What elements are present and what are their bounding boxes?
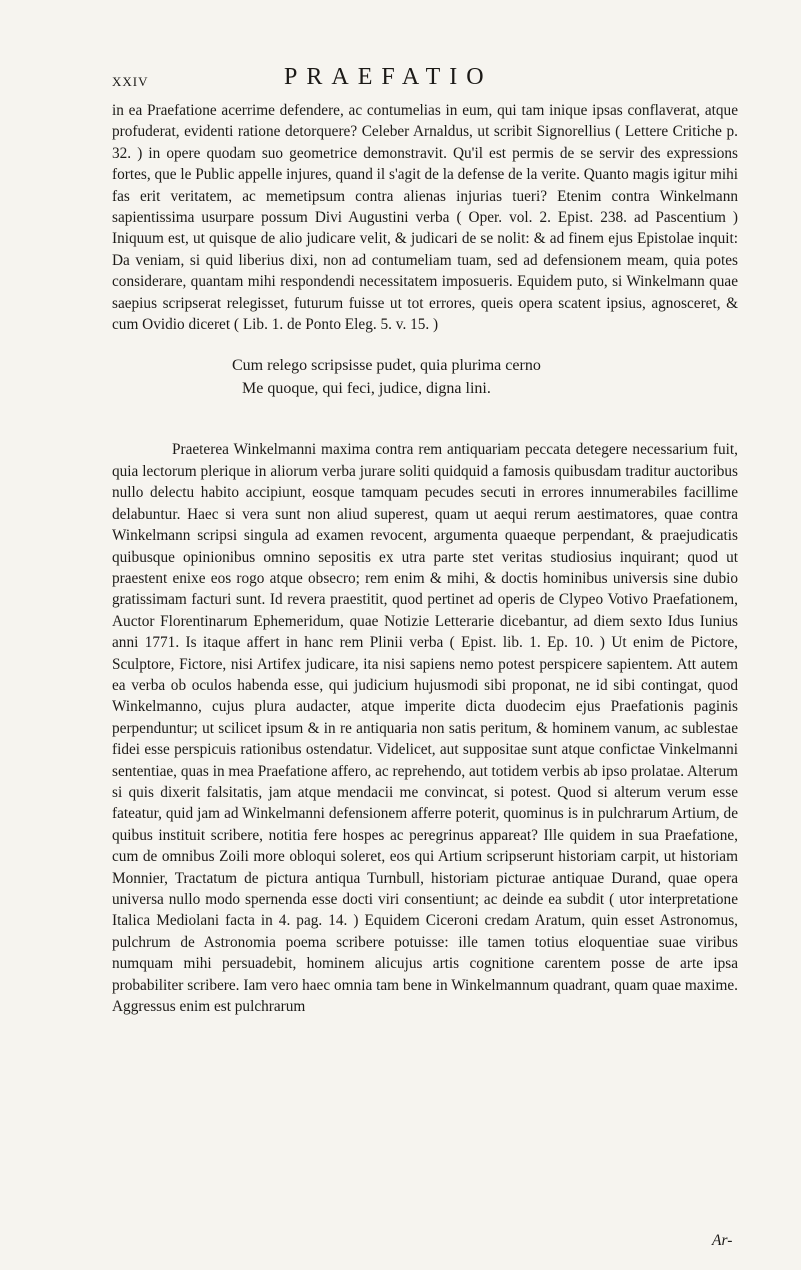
catchword: Ar-	[712, 1232, 733, 1249]
paragraph-2: Praeterea Winkelmanni maxima contra rem antiquariam peccata detegere necessarium fuit, quia lectorum plerique in aliorum verba jurare soliti quidquid a famosis quibusdam traditur auctoribus nullo delectu habito accipiunt, eosque tamquam pecudes secuti in errores innumerabiles facillime delabuntur. Haec si vera sunt non aliud superest, quam ut aequi rerum aestimatores, quae contra Winkelmann scripsi singula ad examen revocent, argumenta quaeque perpendant, & praejudicatis quibusque opinionibus omnino sepositis ex utra parte stet veritas studiosius inquirant; quod ut praestent enixe eos rogo atque obsecro; rem enim & mihi, & doctis hominibus universis sine dubio gratissimam facturi sunt. Id revera praestitit, quod pertinet ad operis de Clypeo Votivo Praefationem, Auctor Florentinarum Ephemeridum, quae Notizie Letterarie dicebantur, ad diem sexto Idus Iunius anni 1771. Is itaque affert in hanc rem Plinii verba ( Epist. lib. 1. Ep. 10. ) Ut enim de Pictore, Sculptore, Fictore, nisi Artifex judicare, ita nisi sapiens nemo potest perspicere sapientem. Att autem ea verba ob oculos habenda esse, qui judicium hujusmodi sibi proponat, ne id sibi contingat, quod Winkelmanno, cujus plura audacter, atque imperite dicta duodecim ejus Praefationis paginis perpenduntur; ut scilicet ipsum & in re antiquaria non satis peritum, & hominem vanum, ac sublestae fidei esse perspicuis rationibus ostendatur. Videlicet, aut suppositae sunt atque confictae Vinkelmanni sententiae, quas in mea Praefatione affero, ac reprehendo, aut totidem verbis ab ipso prolatae. Alterum si quis dixerit falsitatis, jam atque mendacii me convincat, si potest. Quod si alterum verum esse fateatur, quid jam ad Winkelmanni defensionem afferre poterit, quominus is in pulchrarum Artium, de quibus instituit scribere, notitia fere hospes ac peregrinus appareat? Ille quidem in sua Praefatione, cum de omnibus Zoili more obloqui soleret, eos qui Artium scripserunt historiam carpit, ut historiam Monnier, Tractatum de pictura antiqua Turnbull, historiam picturae antiquae Durand, quae opera universa nullo modo spernenda esse docti viri consentiunt; ac deinde ea subdit ( utor interpretatione Italica Mediolani facta in 4. pag. 14. ) Equidem Ciceroni credam Aratum, quin esset Astronomus, pulchrum de Astronomia poema scribere potuisse: ille tamen totius eloquentiae suae viribus numquam mihi persuadebit, hominem alicujus artis cognitione carentem posse de arte ipsa probabiliter scribere. Iam vero haec omnia tam bene in Winkelmannum quadrant, quam quae maxime. Aggressus enim est pulchrarum	[112, 441, 738, 1016]
verse-line-1: Cum relego scripsisse pudet, quia plurima cerno	[232, 357, 541, 375]
verse-quotation	[112, 354, 738, 400]
page-body	[112, 100, 738, 1017]
page-header	[112, 64, 738, 94]
running-title: PRAEFATIO	[284, 64, 493, 90]
verse-line-2: Me quoque, qui feci, judice, digna lini.	[242, 380, 491, 398]
paragraph-1: in ea Praefatione acerrime defendere, ac contumelias in eum, qui tam inique ipsas conflaverat, atque profuderat, evidenti ratione detorquere? Celeber Arnaldus, ut scribit Signorellius ( Lettere Critiche p. 32. ) in opere quodam suo geometrice demonstravit. Qu'il est permis de se servir des expressions fortes, que le Public appelle injures, quand il s'agit de la defense de la verite. Quanto magis igitur mihi fas erit veritatem, ac memetipsum contra alienas injurias tueri? Etenim contra Winkelmann sapientissima usurpare possum Divi Augustini verba ( Oper. vol. 2. Epist. 238. ad Pascentium ) Iniquum est, ut quisque de alio judicare velit, & judicari de se nolit: & ad finem ejus Epistolae inquit: Da veniam, si quid liberius dixi, non ad contumeliam tuam, sed ad defensionem meam, quia potes considerare, quantam mihi respondendi necessitatem imposueris. Equidem puto, si Winkelmann quae saepius scripserat relegisset, futurum fuisse ut tot errores, queis opera scatent ipsius, agnosceret, & cum Ovidio diceret ( Lib. 1. de Ponto Eleg. 5. v. 15. )	[112, 102, 738, 334]
page-number: XXIV	[112, 74, 149, 89]
